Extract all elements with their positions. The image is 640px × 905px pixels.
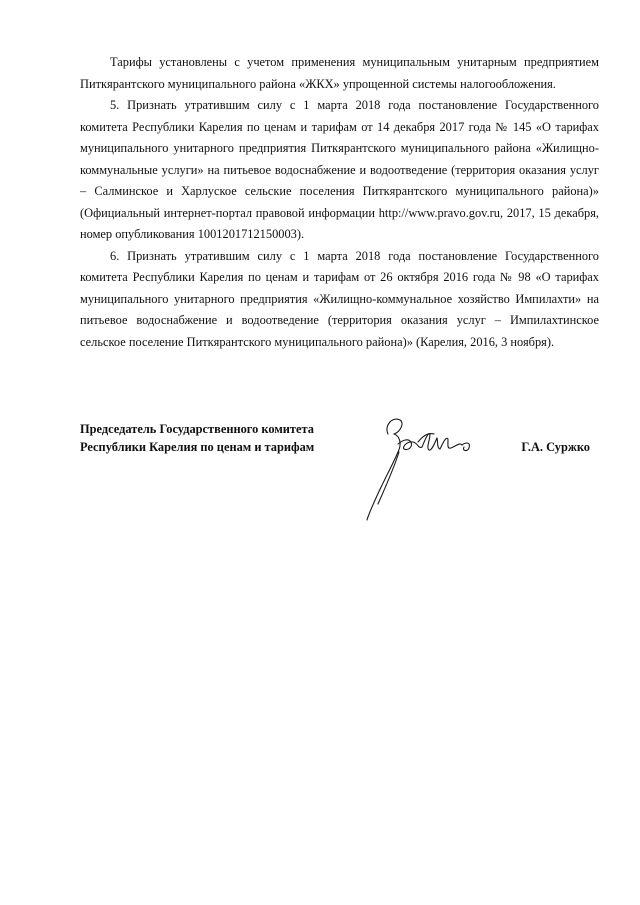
- paragraph-item-5: 5. Признать утратившим силу с 1 марта 2018 года постановление Государственного комитета Республики Карелия по ценам и тарифам от 14 декабря 2017 года № 145 «О тарифах муниципального унитарного предприятия Питкярантского муниципального района «Жилищно-коммунальные услуги» на питьевое водоснабжение и водоотведение (территория оказания услуг – Салминское и Харлуское сельские поселения Питкярантского муниципального района)» (Официальный интернет-портал правовой информации http://www.pravo.gov.ru, 2017, 15 декабря, номер опубликования 1001201712150003).: [80, 98, 599, 241]
- signatory-title-line-1: Председатель Государственного комитета: [80, 422, 314, 436]
- paragraph-tariffs-note: Тарифы установлены с учетом применения муниципальным унитарным предприятием Питкярантского муниципального района «ЖКХ» упрощенной системы налогообложения.: [80, 55, 599, 91]
- signature-block: [80, 420, 599, 540]
- signatory-title: [80, 420, 314, 456]
- paragraph-item-6: 6. Признать утратившим силу с 1 марта 2018 года постановление Государственного комитета Республики Карелия по ценам и тарифам от 26 октября 2016 года № 98 «О тарифах муниципального унитарного предприятия «Жилищно-коммунальное хозяйство Импилахти» на питьевое водоснабжение и водоотведение (территория оказания услуг – Импилахтинское сельское поселение Питкярантского муниципального района)» (Карелия, 2016, 3 ноября).: [80, 248, 599, 349]
- document-body: [80, 52, 599, 353]
- signatory-title-line-2: Республики Карелия по ценам и тарифам: [80, 440, 315, 454]
- handwritten-signature: [358, 412, 488, 524]
- signatory-name: Г.А. Суржко: [521, 440, 590, 454]
